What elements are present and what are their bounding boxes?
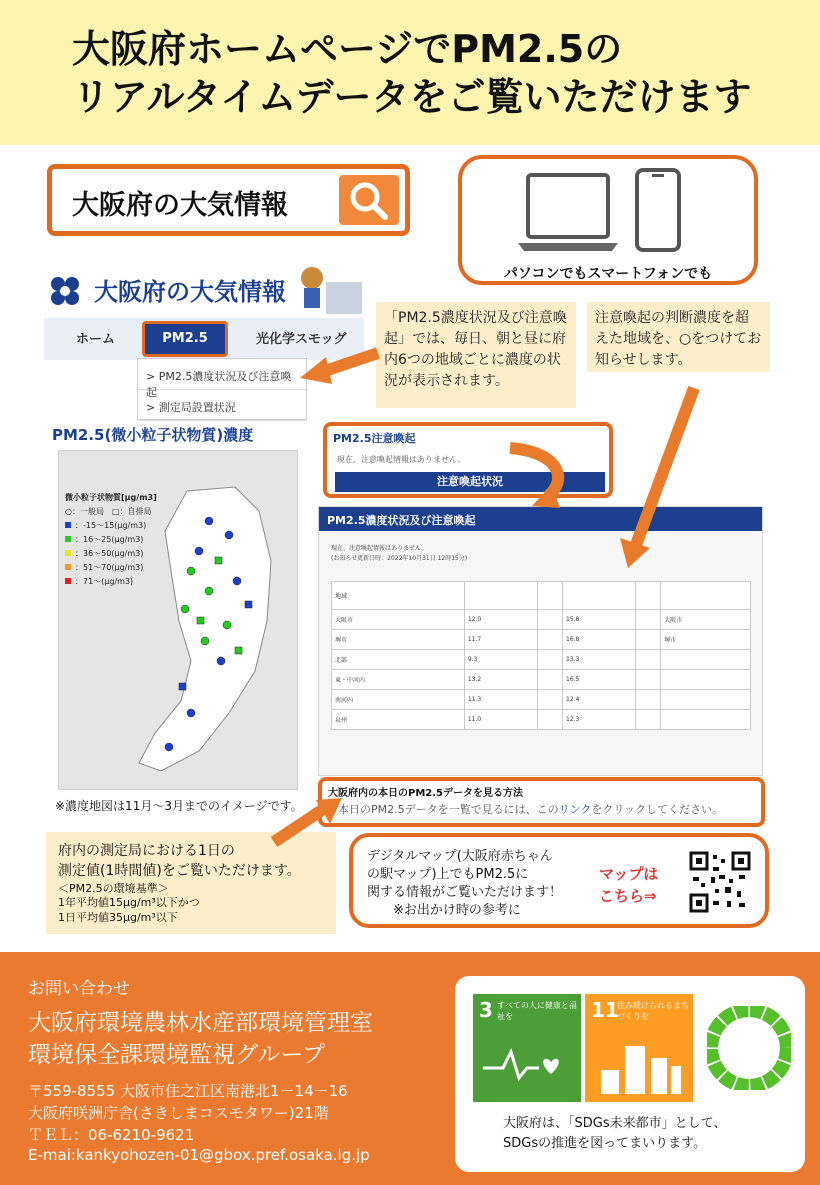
sdgs-note-1: 大阪府は、「SDGs未来都市」として、 [503,1116,727,1131]
legend-item: ：71～(μg/m3) [65,575,157,589]
submenu-item-stations[interactable]: > 測定局設置状況 [138,390,306,421]
howto-link[interactable]: リンク [558,803,592,816]
dmap-line-4: ※お出かけ時の参考に [393,903,521,918]
howto-text: 本日のPM2.5データを一覧で見るには、このリンクをクリックしてください。 [338,803,723,816]
table-cell: 11.7 [464,630,537,650]
table-cell: 地域 [332,582,465,610]
table-cell: 大阪市 [661,610,751,630]
heartbeat-icon [481,1044,573,1084]
sdg-goal-3 [473,994,581,1102]
table-cell: 12.4 [563,690,636,710]
standard-line-1: 1年平均値15μg/m³以下かつ [58,896,200,909]
pm-status-note: 「PM2.5濃度状況及び注意喚起」では、毎日、朝と昼に府内6つの地域ごとに濃度の状況が表示されます。 [376,302,576,408]
table-cell: 堺市 [332,630,465,650]
sdgs-wheel-icon [707,1006,791,1090]
map-caption: ※濃度地図は11月～3月までのイメージです。 [55,799,303,813]
measure-line-1: 府内の測定局における1日の [58,843,235,859]
legend-item: ：-15～15(μg/m3) [65,519,157,533]
city-buildings-icon [595,1036,685,1096]
table-cell: 南河内 [332,690,465,710]
measure-line-2: 測定値(1時間値)をご覧いただけます。 [58,863,301,879]
table-cell: 大阪市 [332,610,465,630]
dmap-line-2: の駅マップ)上でもPM2.5に [367,867,529,882]
arrow-icon [274,798,342,842]
legend-item: ：51～70(μg/m3) [65,561,157,575]
status-line-1: 現在、注意喚起情報はありません。 [331,545,428,552]
table-cell: 東・中河内 [332,670,465,690]
sdgs-note-2: SDGsの推進を図ってまいります。 [503,1136,707,1151]
table-cell: 11.0 [464,710,537,730]
table-cell: 北部 [332,650,465,670]
legend-item: ：16～25(μg/m3) [65,533,157,547]
table-cell: 泉州 [332,710,465,730]
table-cell: 16.5 [563,670,636,690]
dmap-line-3: 関する情報がご覧いただけます！ [367,885,563,900]
arrow-icon [300,353,378,384]
howto-title: 大阪府内の本日のPM2.5データを見る方法 [328,788,523,799]
contact-dept-2: 環境保全課環境監視グループ [28,1042,326,1068]
map-link-line-1[interactable]: マップは [599,865,659,883]
legend-title: 微小粒子状物質[μg/m3] [65,493,157,502]
submenu-item-pm-status[interactable]: > PM2.5濃度状況及び注意喚起 [138,359,306,390]
header-line-1: 大阪府ホームページでPM2.5の [72,27,623,71]
standard-line-2: 1日平均値35μg/m³以下 [58,911,178,924]
alert-title: PM2.5注意喚起 [333,432,416,445]
search-label: 大阪府の大気情報 [72,190,288,221]
table-cell: 12.3 [563,710,636,730]
alert-message: 現在、注意喚起情報はありません。 [337,455,466,464]
dmap-line-1: デジタルマップ(大阪府赤ちゃん [367,849,553,864]
table-cell: 15.8 [563,610,636,630]
contact-building: 大阪府咲洲庁舎(さきしまコスモタワー)21階 [28,1104,329,1122]
legend-item: ：36～50(μg/m3) [65,547,157,561]
nav-pm25[interactable]: PM2.5 [142,321,228,357]
map-title: PM2.5(微小粒子状物質)濃度 [52,426,254,444]
nav-photochemical-smog[interactable]: 光化学スモッグ [256,332,347,347]
contact-heading: お問い合わせ [28,979,130,999]
contact-tel: ＴＥＬ：06-6210-9621 [28,1126,195,1144]
standard-title: ＜PM2.5の環境基準＞ [58,882,169,895]
devices-label: パソコンでもスマートフォンでも [503,266,713,282]
alert-status-button[interactable]: 注意喚起状況 [335,472,605,492]
table-cell: 13.2 [464,670,537,690]
sdg-11-number: 11 [591,998,619,1022]
sdg-3-text: すべての人に健康と福祉を [497,1001,577,1021]
sdg-goal-11 [585,994,693,1102]
site-title: 大阪府の大気情報 [94,278,286,306]
alert-rule-note: 注意喚起の判断濃度を超えた地域を、○をつけてお知らせします。 [587,302,770,372]
table-cell: 9.3 [464,650,537,670]
table-cell: 堺市 [661,630,751,650]
sdg-11-text: 住み続けられるまちづくりを [617,1001,689,1021]
status-line-2: (お知らせ更新日時：2022年10月31日 12時15分) [331,555,468,562]
table-cell: 16.8 [563,630,636,650]
table-cell: 13.3 [563,650,636,670]
map-link-line-2[interactable]: こちら⇒ [599,887,657,905]
legend-station-types: ○：一般局 □：自排局 [65,507,152,516]
arrow-icon [620,388,694,568]
table-cell: 11.3 [464,690,537,710]
status-panel-title: PM2.5濃度状況及び注意喚起 [319,507,762,531]
header-line-2: リアルタイムデータをご覧いただけます [72,75,752,119]
contact-email[interactable]: E-mai:kankyohozen-01@gbox.pref.osaka.lg.jp [28,1146,370,1164]
sdgs-panel [455,976,805,1172]
contact-dept-1: 大阪府環境農林水産部環境管理室 [28,1010,373,1036]
contact-address: 〒559-8555 大阪市住之江区南港北1－14－16 [28,1082,348,1100]
arrow-icon [510,448,560,508]
nav-home[interactable]: ホーム [76,332,116,347]
sdg-3-number: 3 [479,998,493,1022]
table-cell: 12.0 [464,610,537,630]
